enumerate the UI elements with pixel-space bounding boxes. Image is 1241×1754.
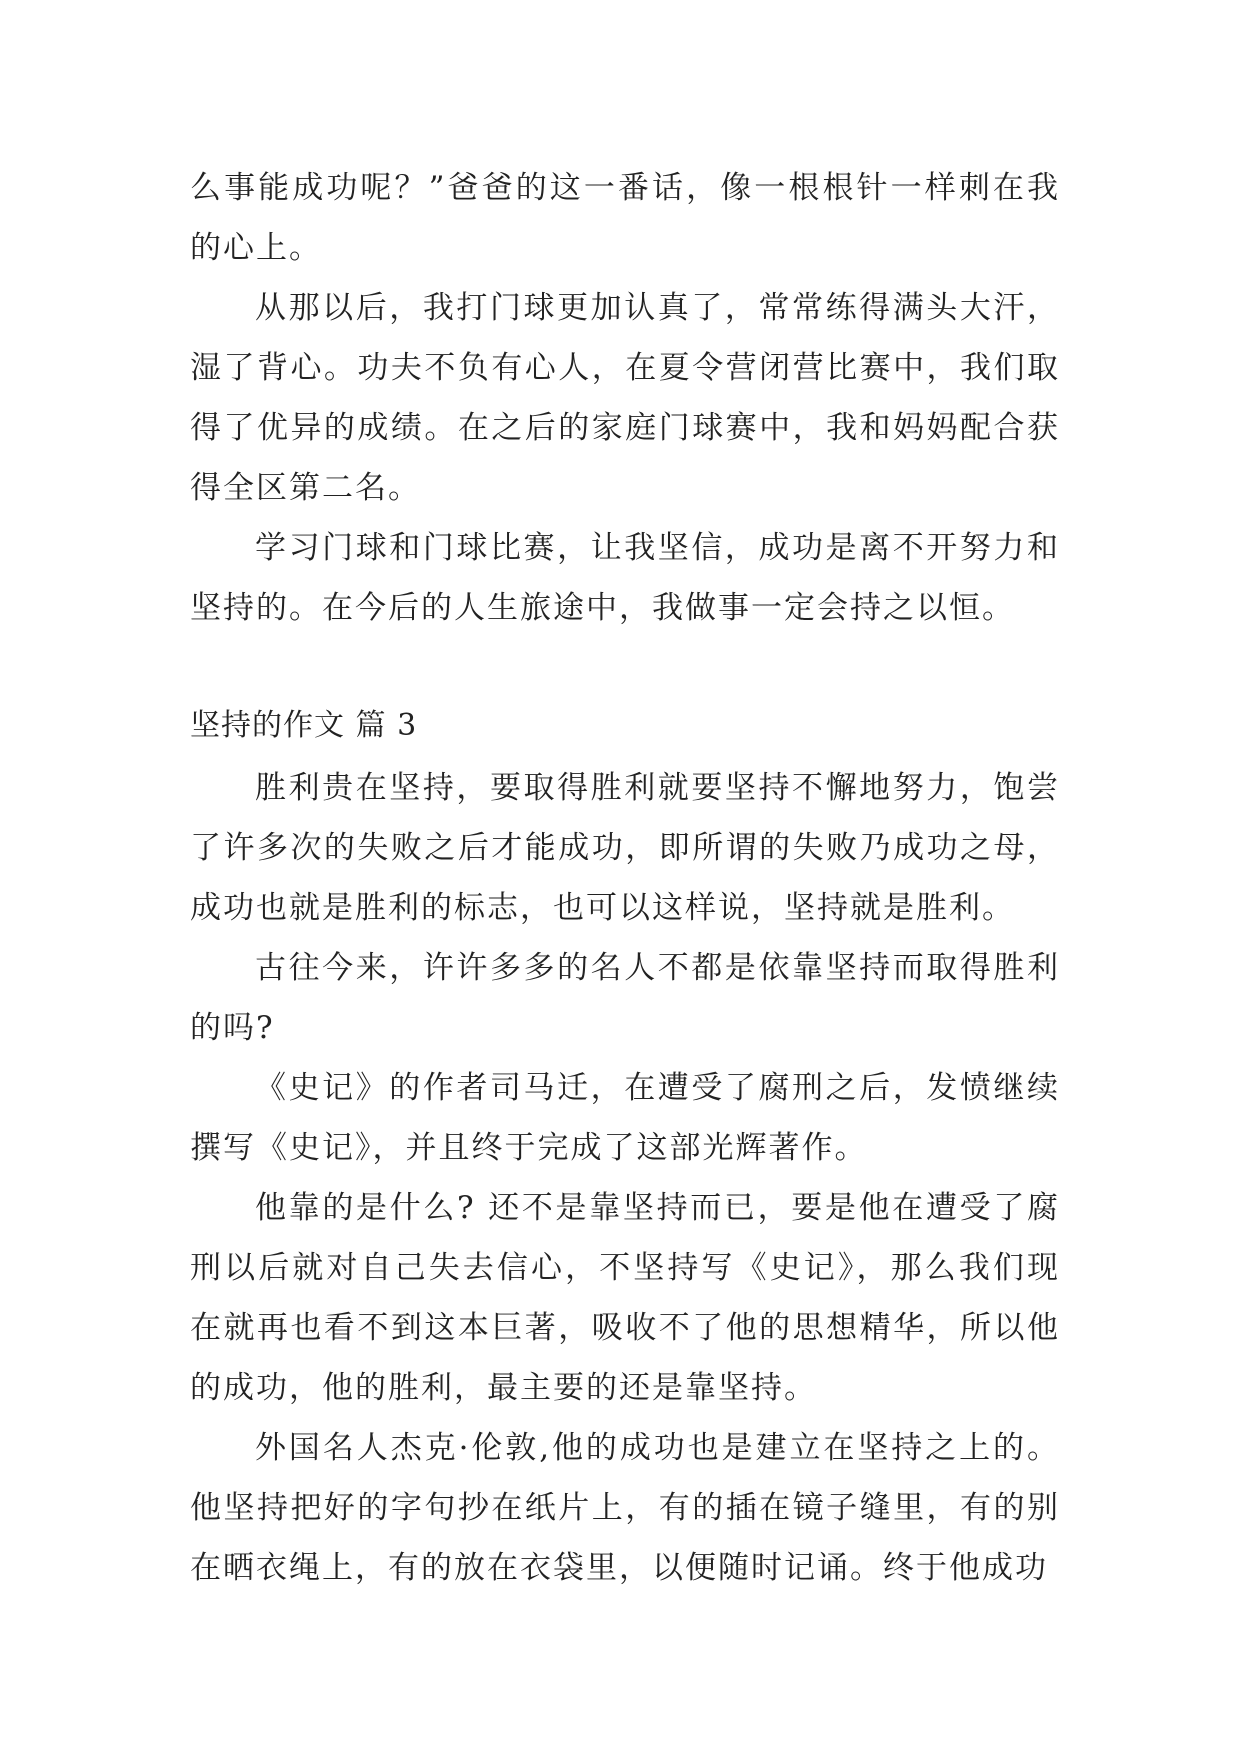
paragraph: 他靠的是什么? 还不是靠坚持而已，要是他在遭受了腐刑以后就对自己失去信心，不坚持写《史记》，那么我们现在就再也看不到这本巨著，吸收不了他的思想精华，所以他的成功，他的胜利，最主要的还是靠坚持。 <box>190 1190 1060 1406</box>
paragraph: 外国名人杰克·伦敦,他的成功也是建立在坚持之上的。他坚持把好的字句抄在纸片上，有的插在镜子缝里，有的别在晒衣绳上，有的放在衣袋里，以便随时记诵。终于他成功 <box>190 1430 1060 1586</box>
paragraph: 胜利贵在坚持，要取得胜利就要坚持不懈地努力，饱尝了许多次的失败之后才能成功，即所谓的失败乃成功之母，成功也就是胜利的标志，也可以这样说，坚持就是胜利。 <box>190 770 1060 926</box>
section-heading: 坚持的作文 篇 3 <box>190 708 418 743</box>
paragraph: 从那以后，我打门球更加认真了，常常练得满头大汗，湿了背心。功夫不负有心人，在夏令营闭营比赛中，我们取得了优异的成绩。在之后的家庭门球赛中，我和妈妈配合获得全区第二名。 <box>190 290 1060 506</box>
paragraph: 学习门球和门球比赛，让我坚信，成功是离不开努力和坚持的。在今后的人生旅途中，我做事一定会持之以恒。 <box>190 530 1060 626</box>
paragraph: 《史记》的作者司马迁，在遭受了腐刑之后，发愤继续撰写《史记》，并且终于完成了这部光辉著作。 <box>190 1070 1060 1166</box>
paragraph: 么事能成功呢？”爸爸的这一番话，像一根根针一样刺在我的心上。 <box>190 170 1060 266</box>
paragraph: 古往今来，许许多多的名人不都是依靠坚持而取得胜利的吗? <box>190 950 1060 1046</box>
document-body <box>190 158 1060 1598</box>
